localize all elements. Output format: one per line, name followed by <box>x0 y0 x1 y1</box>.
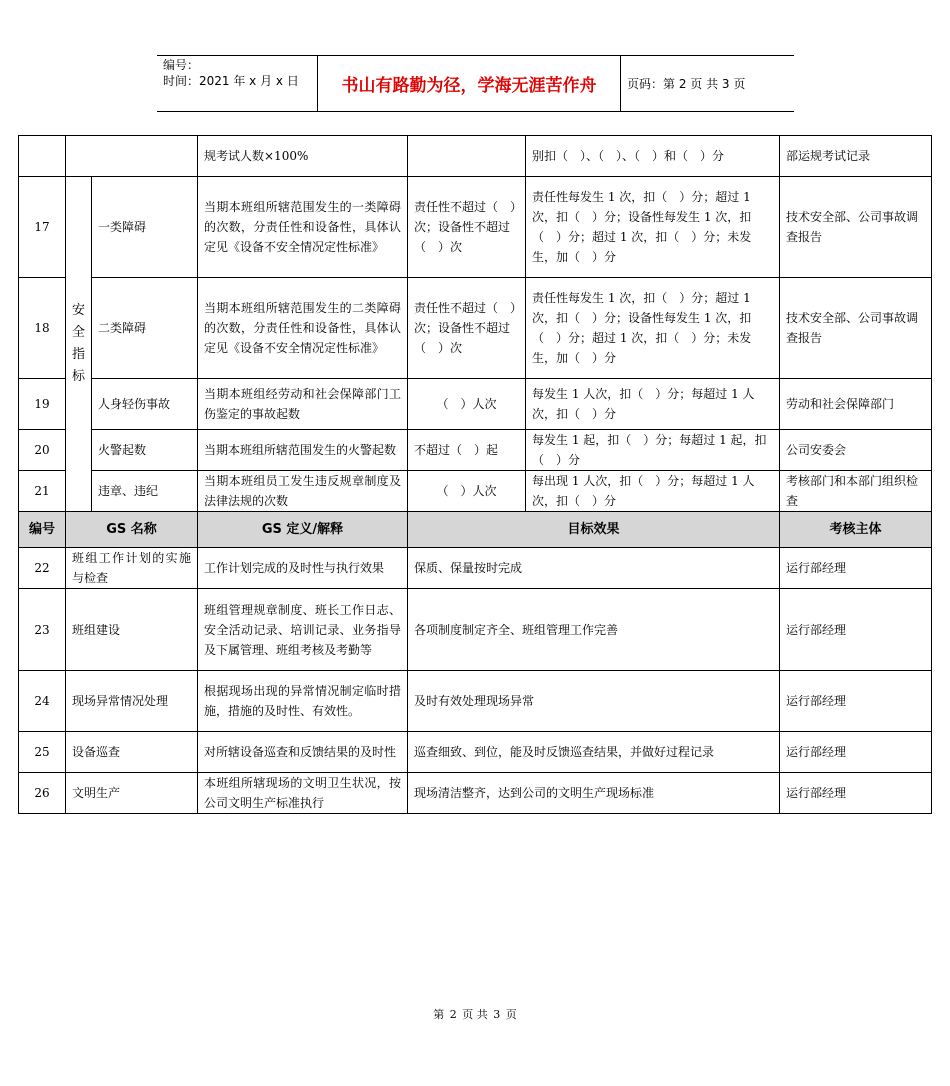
row-scoring: 别扣（ ）、（ ）、（ ）和（ ）分 <box>526 136 780 177</box>
row-source: 公司安委会 <box>780 430 932 471</box>
row-standard: 责任性不超过（ ）次；设备性不超过（ ）次 <box>408 177 526 278</box>
row-scoring: 每出现 1 人次，扣（ ）分；每超过 1 人次，扣（ ）分 <box>526 471 780 512</box>
row-name: 违章、违纪 <box>92 471 198 512</box>
row-definition: 对所辖设备巡查和反馈结果的及时性 <box>198 732 408 773</box>
row-source: 技术安全部、公司事故调查报告 <box>780 278 932 379</box>
row-definition: 工作计划完成的及时性与执行效果 <box>198 548 408 589</box>
row-target: 及时有效处理现场异常 <box>408 671 780 732</box>
row-owner: 运行部经理 <box>780 732 932 773</box>
row-name: 班组建设 <box>66 589 198 671</box>
table-row <box>19 278 932 379</box>
row-name: 一类障碍 <box>92 177 198 278</box>
gs-header-owner: 考核主体 <box>780 512 932 548</box>
footer-prefix: 第 <box>433 1008 445 1021</box>
page-header <box>157 55 794 112</box>
row-name <box>66 136 198 177</box>
table-row <box>19 732 932 773</box>
row-num: 19 <box>19 379 66 430</box>
row-owner: 运行部经理 <box>780 548 932 589</box>
row-definition: 班组管理规章制度、班长工作日志、安全活动记录、培训记录、业务指导及下属管理、班组考核及考勤等 <box>198 589 408 671</box>
row-definition: 当期本班组所辖范围发生的二类障碍的次数，分责任性和设备性，具体认定见《设备不安全情况定性标准》 <box>198 278 408 379</box>
table-row <box>19 430 932 471</box>
row-definition: 规考试人数×100% <box>198 136 408 177</box>
table-row <box>19 177 932 278</box>
gs-header-num: 编号 <box>19 512 66 548</box>
row-standard: 责任性不超过（ ）次；设备性不超过（ ）次 <box>408 278 526 379</box>
gs-header-definition: GS 定义/解释 <box>198 512 408 548</box>
footer-total-pages: 3 <box>493 1008 501 1021</box>
category-label: 安全指标 <box>71 303 85 384</box>
row-definition: 本班组所辖现场的文明卫生状况，按公司文明生产标准执行 <box>198 773 408 814</box>
row-target: 现场清洁整齐，达到公司的文明生产现场标准 <box>408 773 780 814</box>
row-definition: 当期本班组经劳动和社会保障部门工伤鉴定的事故起数 <box>198 379 408 430</box>
row-owner: 运行部经理 <box>780 589 932 671</box>
table-row <box>19 671 932 732</box>
row-num: 20 <box>19 430 66 471</box>
header-time-label: 时间：2021 年 x 月 x 日 <box>163 74 299 88</box>
footer-mid: 页 共 <box>462 1008 488 1021</box>
row-source: 部运规考试记录 <box>780 136 932 177</box>
row-standard <box>408 136 526 177</box>
row-source: 劳动和社会保障部门 <box>780 379 932 430</box>
row-num: 24 <box>19 671 66 732</box>
page-footer <box>0 1006 950 1022</box>
row-standard: （ ）人次 <box>408 379 526 430</box>
row-source: 考核部门和本部门组织检查 <box>780 471 932 512</box>
row-name: 班组工作计划的实施与检查 <box>66 548 198 589</box>
table-row <box>19 379 932 430</box>
row-name: 火警起数 <box>92 430 198 471</box>
row-num: 25 <box>19 732 66 773</box>
row-num: 22 <box>19 548 66 589</box>
row-num: 17 <box>19 177 66 278</box>
table-row <box>19 548 932 589</box>
indicator-table <box>18 135 932 814</box>
row-definition: 当期本班组所辖范围发生的一类障碍的次数，分责任性和设备性，具体认定见《设备不安全情况定性标准》 <box>198 177 408 278</box>
gs-header-target: 目标效果 <box>408 512 780 548</box>
row-name: 设备巡查 <box>66 732 198 773</box>
row-scoring: 责任性每发生 1 次，扣（ ）分；超过 1 次，扣（ ）分；设备性每发生 1 次，扣（ ）分；超过 1 次，扣（ ）分；未发生，加（ ）分 <box>526 177 780 278</box>
row-scoring: 每发生 1 起，扣（ ）分；每超过 1 起，扣（ ）分 <box>526 430 780 471</box>
row-num: 18 <box>19 278 66 379</box>
row-target: 保质、保量按时完成 <box>408 548 780 589</box>
category-cell <box>66 177 92 512</box>
row-target: 巡查细致、到位，能及时反馈巡查结果，并做好过程记录 <box>408 732 780 773</box>
table-row <box>19 773 932 814</box>
header-number-label: 编号： <box>163 58 200 72</box>
row-scoring: 责任性每发生 1 次，扣（ ）分；超过 1 次，扣（ ）分；设备性每发生 1 次，扣（ ）分；超过 1 次，扣（ ）分；未发生，加（ ）分 <box>526 278 780 379</box>
header-motto: 书山有路勤为径，学海无涯苦作舟 <box>318 56 621 111</box>
table-row <box>19 589 932 671</box>
table-row <box>19 136 932 177</box>
row-standard: （ ）人次 <box>408 471 526 512</box>
header-page-code: 页码：第 2 页 共 3 页 <box>627 77 746 91</box>
row-owner: 运行部经理 <box>780 671 932 732</box>
row-num <box>19 136 66 177</box>
table-row <box>19 471 932 512</box>
row-name: 二类障碍 <box>92 278 198 379</box>
row-num: 23 <box>19 589 66 671</box>
row-name: 人身轻伤事故 <box>92 379 198 430</box>
row-num: 26 <box>19 773 66 814</box>
row-owner: 运行部经理 <box>780 773 932 814</box>
gs-header-row <box>19 512 932 548</box>
row-num: 21 <box>19 471 66 512</box>
row-standard: 不超过（ ）起 <box>408 430 526 471</box>
gs-header-name: GS 名称 <box>66 512 198 548</box>
row-source: 技术安全部、公司事故调查报告 <box>780 177 932 278</box>
header-meta <box>157 56 318 111</box>
footer-page-number: 2 <box>449 1008 457 1021</box>
row-definition: 根据现场出现的异常情况制定临时措施，措施的及时性、有效性。 <box>198 671 408 732</box>
row-target: 各项制度制定齐全、班组管理工作完善 <box>408 589 780 671</box>
row-definition: 当期本班组员工发生违反规章制度及法律法规的次数 <box>198 471 408 512</box>
row-name: 文明生产 <box>66 773 198 814</box>
row-definition: 当期本班组所辖范围发生的火警起数 <box>198 430 408 471</box>
footer-suffix: 页 <box>505 1008 517 1021</box>
row-scoring: 每发生 1 人次，扣（ ）分；每超过 1 人次，扣（ ）分 <box>526 379 780 430</box>
row-name: 现场异常情况处理 <box>66 671 198 732</box>
